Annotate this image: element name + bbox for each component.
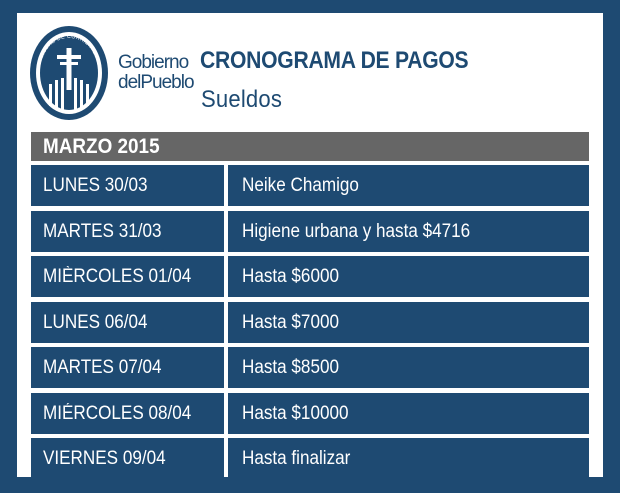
header xyxy=(17,13,603,131)
brand-wordmark xyxy=(118,53,198,93)
description-cell xyxy=(228,211,589,252)
description-cell xyxy=(228,393,589,434)
date-cell xyxy=(31,165,224,206)
brand-line-1: Gobierno xyxy=(118,52,189,73)
description-cell xyxy=(228,256,589,297)
date-text: MIÈRCOLES 01/04 xyxy=(43,266,192,287)
description-cell xyxy=(228,347,589,388)
table-row xyxy=(31,438,589,479)
date-text: MIÉRCOLES 08/04 xyxy=(43,402,192,424)
date-cell xyxy=(31,302,224,343)
description-text: Hasta finalizar xyxy=(242,448,351,469)
description-cell xyxy=(228,438,589,479)
description-text: Higiene urbana y hasta $4716 xyxy=(242,220,471,242)
table-row xyxy=(31,302,589,343)
seal-text: CIUDAD DE CORRIENTES xyxy=(38,33,100,60)
schedule-card xyxy=(17,13,603,477)
date-cell xyxy=(31,438,224,479)
date-text: MARTES 07/04 xyxy=(43,357,162,378)
date-text: LUNES 06/04 xyxy=(43,311,148,333)
date-cell xyxy=(31,347,224,388)
date-text: MARTES 31/03 xyxy=(43,220,162,242)
page-title: CRONOGRAMA DE PAGOS xyxy=(200,47,469,74)
table-row xyxy=(31,165,589,206)
description-cell xyxy=(228,165,589,206)
date-text: VIERNES 09/04 xyxy=(43,448,166,469)
month-label: MARZO 2015 xyxy=(43,135,160,158)
description-text: Hasta $10000 xyxy=(242,402,349,424)
month-bar xyxy=(31,132,589,161)
date-cell xyxy=(31,256,224,297)
brand-line-2: delPueblo xyxy=(118,72,194,93)
table-row xyxy=(31,347,589,388)
date-text: LUNES 30/03 xyxy=(43,175,148,196)
description-text: Hasta $6000 xyxy=(242,266,339,287)
table-row xyxy=(31,393,589,434)
description-text: Neike Chamigo xyxy=(242,175,359,196)
table-row xyxy=(31,256,589,297)
description-text: Hasta $7000 xyxy=(242,311,339,333)
description-cell xyxy=(228,302,589,343)
page-subtitle: Sueldos xyxy=(201,86,283,113)
schedule-table xyxy=(31,165,589,484)
description-text: Hasta $8500 xyxy=(242,357,339,378)
table-row xyxy=(31,211,589,252)
city-seal-logo xyxy=(27,18,111,128)
date-cell xyxy=(31,211,224,252)
date-cell xyxy=(31,393,224,434)
